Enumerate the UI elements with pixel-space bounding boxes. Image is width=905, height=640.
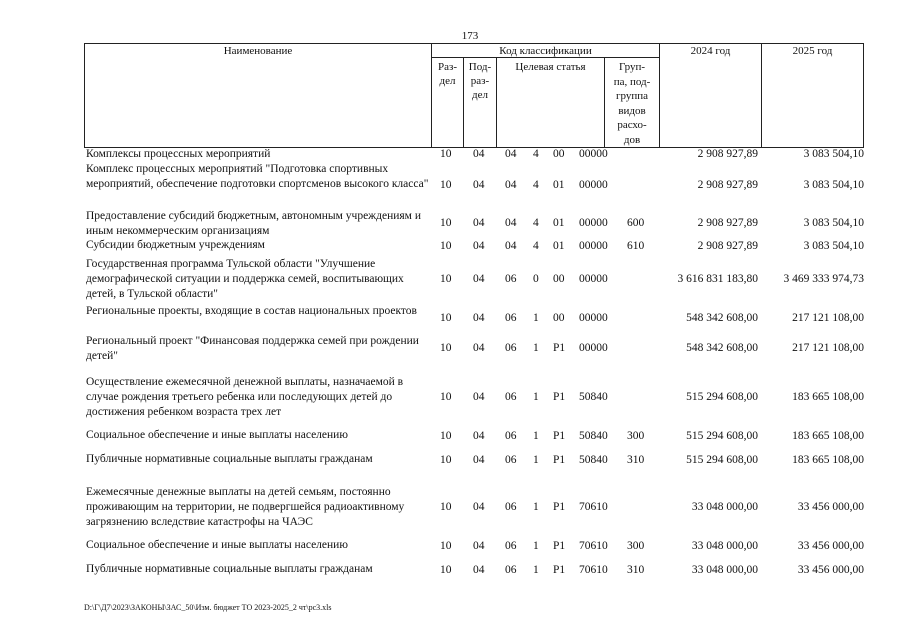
header-name: Наименование [223, 45, 293, 57]
row-name: Государственная программа Тульской области "Улучшение демографической ситуации и поддержка семей, воспитывающих детей, в Тульской области" [86, 258, 404, 300]
row-amount-v1: 2 908 927,89 [697, 240, 758, 252]
row-amount-v2: 183 665 108,00 [792, 391, 864, 403]
row-code-g: 300 [627, 540, 645, 552]
row-code-c1: 06 [505, 312, 517, 324]
row-code-r: 10 [440, 179, 452, 191]
row-code-r: 10 [440, 391, 452, 403]
row-code-c4: 00000 [579, 342, 608, 354]
row-name: Публичные нормативные социальные выплаты гражданам [86, 563, 373, 575]
row-code-c2: 4 [533, 217, 539, 229]
row-code-g: 600 [627, 217, 645, 229]
row-code-c2: 1 [533, 454, 539, 466]
row-code-r: 10 [440, 430, 452, 442]
row-amount-v2: 183 665 108,00 [792, 454, 864, 466]
row-code-r: 10 [440, 240, 452, 252]
row-code-p: 04 [473, 342, 485, 354]
row-amount-v2: 3 083 504,10 [803, 179, 864, 191]
header-code: Код классификации [499, 45, 592, 57]
row-code-c4: 00000 [579, 273, 608, 285]
row-name: Осуществление ежемесячной денежной выплаты, назначаемой в случае рождения третьего ребенка или последующих детей до достижения ребенком возраста трех лет [86, 376, 404, 418]
row-code-c3: Р1 [553, 564, 566, 576]
row-amount-v2: 3 083 504,10 [803, 240, 864, 252]
row-code-p: 04 [473, 430, 485, 442]
row-code-c2: 1 [533, 540, 539, 552]
row-amount-v1: 33 048 000,00 [691, 540, 758, 552]
row-code-r: 10 [440, 454, 452, 466]
row-code-p: 04 [473, 273, 485, 285]
row-code-c3: 00 [553, 148, 565, 160]
row-amount-v1: 2 908 927,89 [697, 217, 758, 229]
row-code-c2: 1 [533, 342, 539, 354]
row-code-c1: 04 [505, 148, 517, 160]
row-amount-v2: 3 469 333 974,73 [783, 273, 864, 285]
row-code-c4: 50840 [579, 391, 608, 403]
row-amount-v1: 515 294 608,00 [686, 454, 758, 466]
row-name: Социальное обеспечение и иные выплаты населению [86, 429, 348, 441]
row-code-c3: Р1 [553, 342, 566, 354]
row-code-c1: 06 [505, 391, 517, 403]
page-number: 173 [461, 30, 479, 42]
row-amount-v1: 33 048 000,00 [691, 501, 758, 513]
header-2025: 2025 год [792, 45, 833, 57]
row-code-c2: 4 [533, 148, 539, 160]
row-code-c3: 01 [553, 240, 565, 252]
row-amount-v1: 2 908 927,89 [697, 179, 758, 191]
row-code-c3: 01 [553, 179, 565, 191]
row-name: Региональные проекты, входящие в состав национальных проектов [86, 305, 417, 317]
row-amount-v2: 183 665 108,00 [792, 430, 864, 442]
row-code-c2: 4 [533, 240, 539, 252]
row-code-c1: 04 [505, 179, 517, 191]
row-code-r: 10 [440, 564, 452, 576]
row-code-c2: 0 [533, 273, 539, 285]
row-code-c2: 1 [533, 391, 539, 403]
row-code-p: 04 [473, 564, 485, 576]
row-code-c2: 4 [533, 179, 539, 191]
header-2024: 2024 год [690, 45, 731, 57]
row-code-r: 10 [440, 273, 452, 285]
row-name: Ежемесячные денежные выплаты на детей семьям, постоянно проживающим на территории, не подвергшейся радиоактивному загрязнению вследствие катастрофы на ЧАЭС [86, 486, 405, 528]
row-code-r: 10 [440, 312, 452, 324]
row-amount-v1: 33 048 000,00 [691, 564, 758, 576]
row-amount-v2: 3 083 504,10 [803, 217, 864, 229]
row-code-c1: 04 [505, 240, 517, 252]
row-code-c4: 50840 [579, 430, 608, 442]
row-code-c4: 00000 [579, 148, 608, 160]
row-code-c4: 70610 [579, 501, 608, 513]
row-amount-v2: 217 121 108,00 [792, 342, 864, 354]
row-code-c2: 1 [533, 312, 539, 324]
row-code-p: 04 [473, 179, 485, 191]
row-code-c1: 06 [505, 564, 517, 576]
row-code-r: 10 [440, 501, 452, 513]
row-code-c2: 1 [533, 564, 539, 576]
row-name: Предоставление субсидий бюджетным, автономным учреждениям и иным некоммерческим организациям [86, 210, 421, 237]
row-code-c3: 01 [553, 217, 565, 229]
row-amount-v1: 2 908 927,89 [697, 148, 758, 160]
header-gruppa: Груп- па, под- группа видов расхо- дов [613, 61, 651, 146]
row-name: Субсидии бюджетным учреждениям [86, 239, 265, 251]
row-code-c1: 06 [505, 273, 517, 285]
row-code-c3: Р1 [553, 391, 566, 403]
row-code-c4: 00000 [579, 312, 608, 324]
header-celevaya: Целевая статья [515, 61, 586, 73]
row-code-p: 04 [473, 540, 485, 552]
row-code-c4: 00000 [579, 179, 608, 191]
row-amount-v1: 548 342 608,00 [686, 312, 758, 324]
row-code-r: 10 [440, 148, 452, 160]
row-code-c4: 50840 [579, 454, 608, 466]
row-code-r: 10 [440, 217, 452, 229]
row-code-c1: 04 [505, 217, 517, 229]
row-code-p: 04 [473, 454, 485, 466]
row-code-p: 04 [473, 148, 485, 160]
row-code-r: 10 [440, 540, 452, 552]
row-code-p: 04 [473, 217, 485, 229]
row-code-c3: 00 [553, 273, 565, 285]
row-name: Региональный проект "Финансовая поддержка семей при рождении детей" [86, 335, 419, 362]
row-code-g: 300 [627, 430, 645, 442]
row-name: Комплекс процессных мероприятий "Подготовка спортивных мероприятий, обеспечение подготовки спортсменов высокого класса" [86, 163, 429, 190]
row-code-r: 10 [440, 342, 452, 354]
row-amount-v2: 3 083 504,10 [803, 148, 864, 160]
header-razdel: Раз- дел [437, 61, 457, 87]
row-code-p: 04 [473, 312, 485, 324]
row-code-g: 310 [627, 564, 645, 576]
row-code-c4: 70610 [579, 540, 608, 552]
row-name: Публичные нормативные социальные выплаты гражданам [86, 453, 373, 465]
row-code-c4: 00000 [579, 217, 608, 229]
row-code-g: 310 [627, 454, 645, 466]
row-amount-v2: 33 456 000,00 [797, 501, 864, 513]
row-code-c1: 06 [505, 454, 517, 466]
header-podrazdel: Под- раз- дел [468, 61, 492, 101]
row-code-c4: 70610 [579, 564, 608, 576]
row-code-c1: 06 [505, 342, 517, 354]
row-amount-v2: 33 456 000,00 [797, 564, 864, 576]
row-amount-v1: 548 342 608,00 [686, 342, 758, 354]
row-amount-v1: 515 294 608,00 [686, 430, 758, 442]
row-code-p: 04 [473, 501, 485, 513]
row-name: Социальное обеспечение и иные выплаты населению [86, 539, 348, 551]
row-code-c2: 1 [533, 430, 539, 442]
row-code-c3: Р1 [553, 540, 566, 552]
row-amount-v1: 515 294 608,00 [686, 391, 758, 403]
row-amount-v2: 217 121 108,00 [792, 312, 864, 324]
row-code-c3: 00 [553, 312, 565, 324]
file-path-footer: D:\Г\Д7\2023\ЗАКОНЫ\ЗАС_50\Изм. бюджет ТО 2023-2025_2 чт\рс3.xls [84, 603, 332, 612]
row-name: Комплексы процессных мероприятий [86, 148, 271, 160]
row-code-c3: Р1 [553, 501, 566, 513]
row-code-c3: Р1 [553, 430, 566, 442]
row-code-c2: 1 [533, 501, 539, 513]
row-code-c1: 06 [505, 501, 517, 513]
row-amount-v2: 33 456 000,00 [797, 540, 864, 552]
row-code-p: 04 [473, 240, 485, 252]
row-code-c1: 06 [505, 540, 517, 552]
row-code-p: 04 [473, 391, 485, 403]
row-amount-v1: 3 616 831 183,80 [677, 273, 758, 285]
row-code-c3: Р1 [553, 454, 566, 466]
row-code-g: 610 [627, 240, 645, 252]
row-code-c4: 00000 [579, 240, 608, 252]
row-code-c1: 06 [505, 430, 517, 442]
